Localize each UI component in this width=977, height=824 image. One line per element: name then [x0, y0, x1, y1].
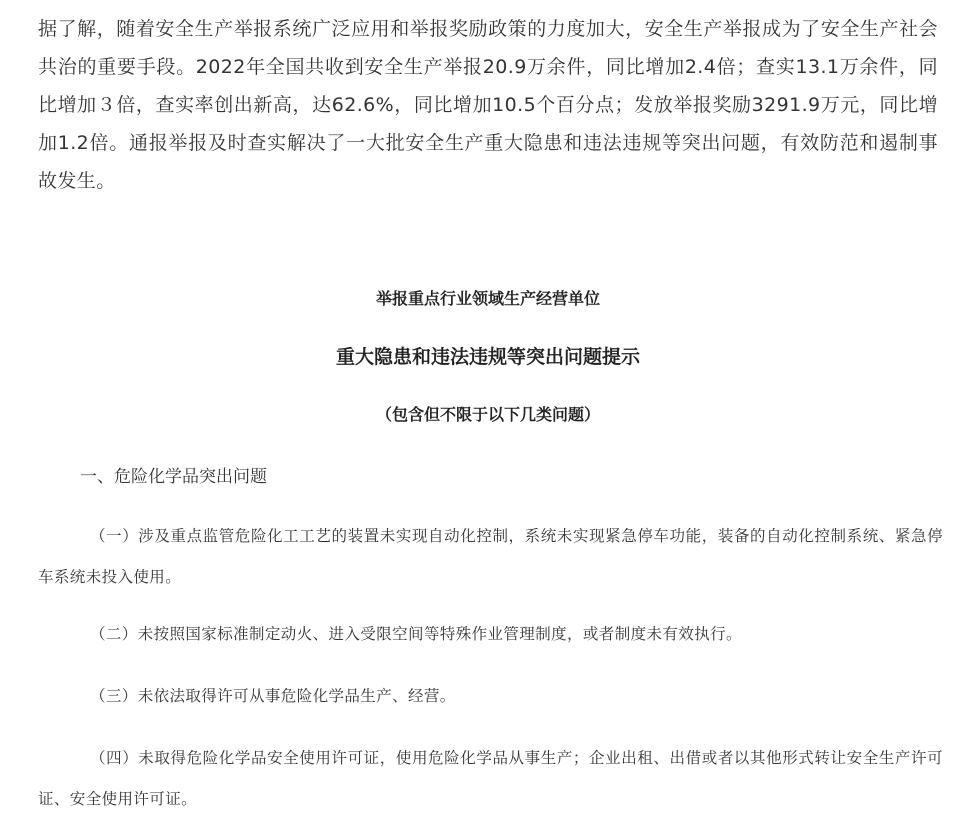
section-heading-hazardous-chemicals: 一、危险化学品突出问题: [80, 467, 267, 487]
notice-title-line-2: 重大隐患和违法违规等突出问题提示: [335, 346, 640, 368]
list-item-2: （二）未按照国家标准制定动火、进入受限空间等特殊作业管理制度，或者制度未有效执行。: [90, 625, 742, 643]
notice-title-line-1: 举报重点行业领域生产经营单位: [375, 289, 600, 308]
notice-subtitle: （包含但不限于以下几类问题）: [375, 405, 600, 424]
list-item-3: （三）未依法取得许可从事危险化学品生产、经营。: [90, 687, 456, 705]
list-item-4: （四）未取得危险化学品安全使用许可证，使用危险化学品从事生产；企业出租、出借或者以其他形式转让安全生产许可证、安全使用许可证。: [38, 749, 943, 808]
list-item-1: （一）涉及重点监管危险化工工艺的装置未实现自动化控制，系统未实现紧急停车功能，装备的自动化控制系统、紧急停车系统未投入使用。: [38, 527, 943, 586]
intro-paragraph: 据了解，随着安全生产举报系统广泛应用和举报奖励政策的力度加大，安全生产举报成为了安全生产社会共治的重要手段。2022年全国共收到安全生产举报20.9万余件，同比增加2.4倍；查实13.1万余件，同比增加３倍，查实率创出新高，达62.6%，同比增加10.5个百分点；发放举报奖励3291.9万元，同比增加1.2倍。通报举报及时查实解决了一大批安全生产重大隐患和违法违规等突出问题，有效防范和遏制事故发生。: [38, 18, 938, 192]
